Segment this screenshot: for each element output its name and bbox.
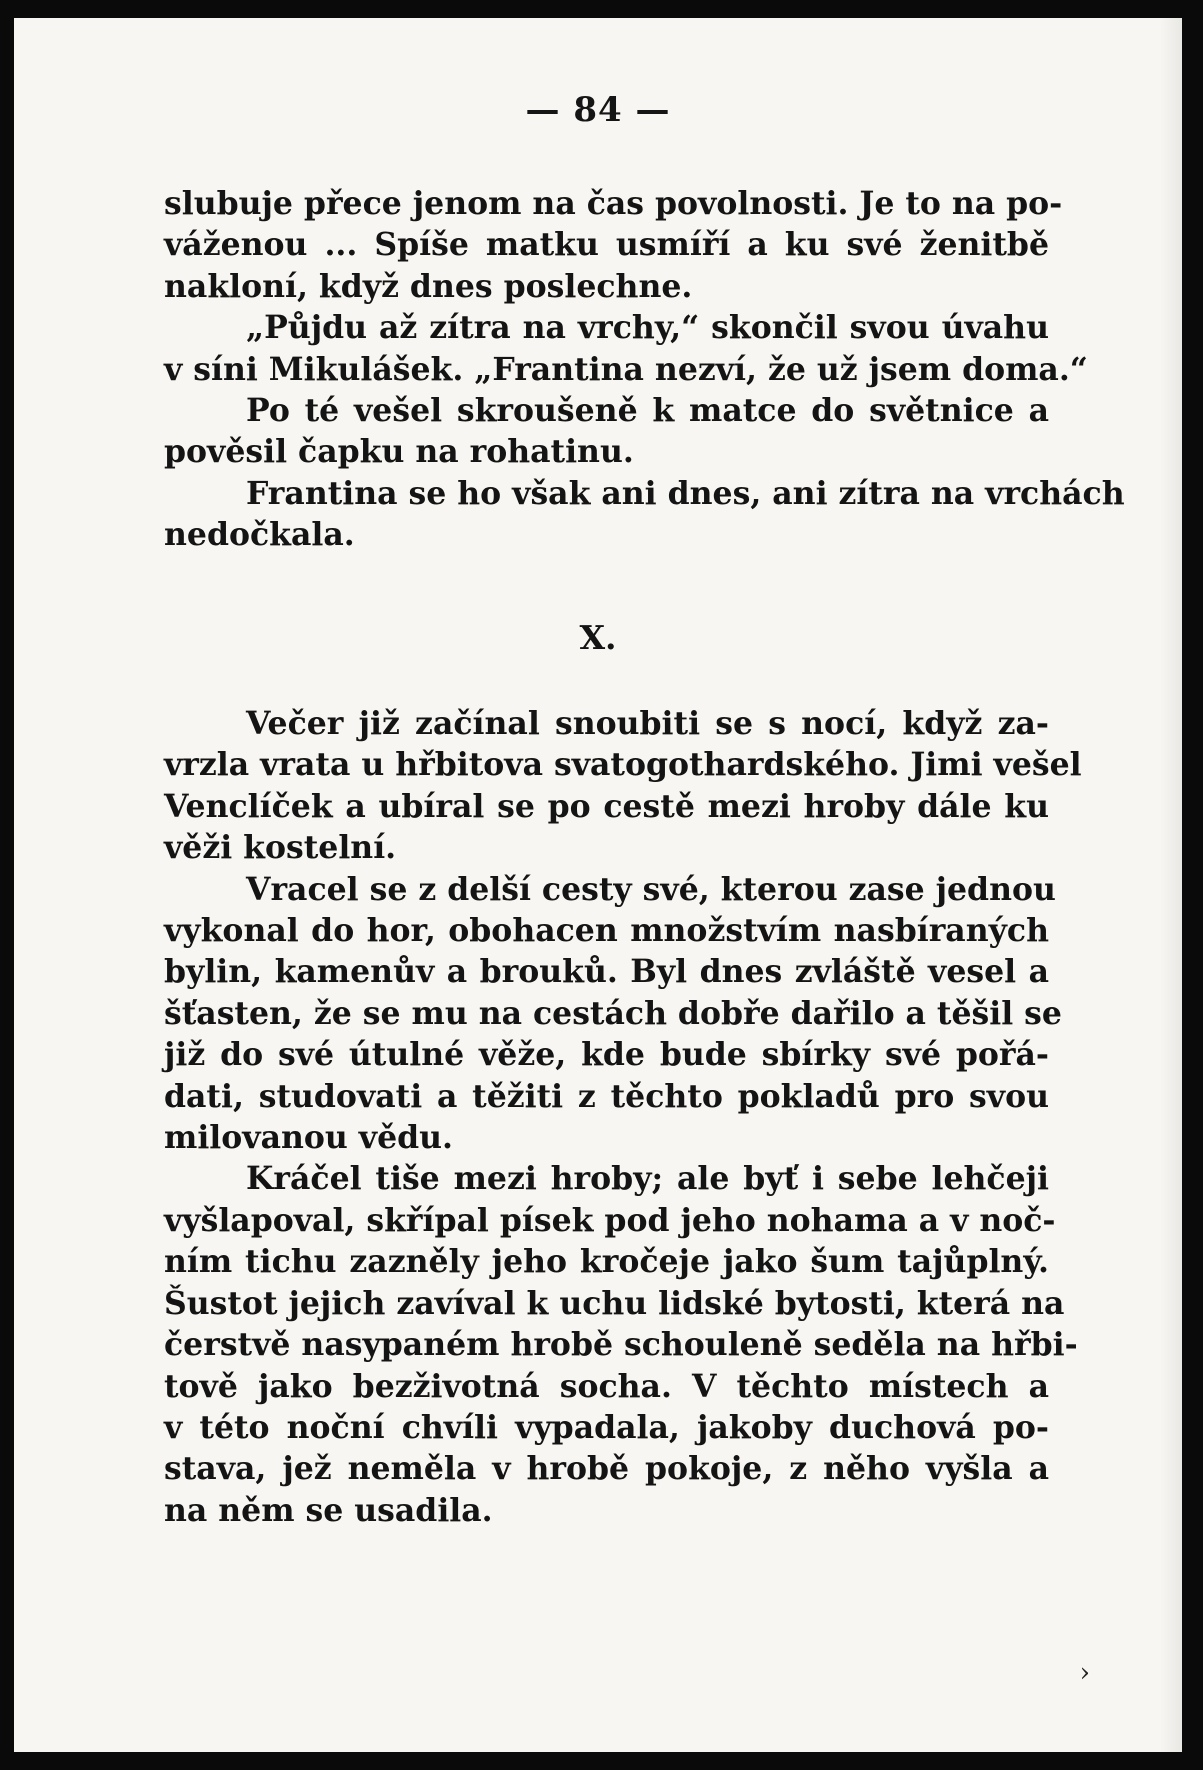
text-line: Po té vešel skroušeně k matce do světnice a	[246, 392, 1049, 430]
page-edge	[1160, 18, 1182, 1752]
text-line: v této noční chvíli vypadala, jakoby duchová po-	[164, 1408, 1049, 1446]
text-line: „Půjdu až zítra na vrchy,“ skončil svou úvahu	[246, 309, 1049, 347]
text-line: milovanou vědu.	[164, 1119, 454, 1157]
text-block-top	[164, 183, 1125, 556]
text-line: vyšlapoval, skřípal písek pod jeho nohama a v noč-	[164, 1201, 1056, 1239]
text-line: vrzla vrata u hřbitova svatogothardského. Jimi vešel	[164, 746, 1082, 784]
text-line: bylin, kamenův a brouků. Byl dnes zvláště vesel a	[164, 953, 1049, 991]
text-line: pověsil čapku na rohatinu.	[164, 433, 634, 471]
chapter-heading: X.	[579, 618, 617, 657]
text-line: Šustot jejich zavíval k uchu lidské bytosti, která na	[164, 1284, 1065, 1322]
text-line: Frantina se ho však ani dnes, ani zítra na vrchách	[246, 474, 1125, 512]
text-line: ním tichu zazněly jeho kročeje jako šum tajůplný.	[164, 1243, 1049, 1281]
page-number: — 84 —	[525, 90, 671, 130]
text-line: na něm se usadila.	[164, 1491, 493, 1529]
text-line: v síni Mikulášek. „Frantina nezví, že už jsem doma.“	[164, 350, 1088, 388]
text-line: nakloní, když dnes poslechne.	[164, 267, 693, 305]
text-line: slubuje přece jenom na čas povolnosti. Je to na po-	[164, 185, 1063, 222]
text-line: stava, jež neměla v hrobě pokoje, z něho vyšla a	[164, 1450, 1049, 1488]
text-line: Kráčel tiše mezi hroby; ale byť i sebe lehčeji	[246, 1160, 1049, 1198]
text-line: vykonal do hor, obohacen množstvím nasbíraných	[164, 912, 1049, 950]
text-line: čerstvě nasypaném hrobě schouleně seděla na hřbi-	[164, 1326, 1078, 1364]
text-line: věži kostelní.	[164, 829, 397, 867]
text-line: tově jako bezživotná socha. V těchto místech a	[164, 1367, 1049, 1405]
text-line: již do své útulné věže, kde bude sbírky své pořá-	[164, 1036, 1049, 1074]
corner-mark: ›	[1079, 1658, 1090, 1688]
text-line: nedočkala.	[164, 516, 355, 554]
text-line: dati, studovati a těžiti z těchto pokladů pro svou	[164, 1077, 1049, 1115]
text-line: Vracel se z delší cesty své, kterou zase jednou	[246, 870, 1056, 908]
book-page	[14, 18, 1182, 1752]
text-line: šťasten, že se mu na cestách dobře dařilo a těšil se	[164, 994, 1062, 1032]
text-line: Venclíček a ubíral se po cestě mezi hroby dále ku	[164, 787, 1049, 825]
text-line: váženou ... Spíše matku usmíří a ku své ženitbě	[164, 226, 1049, 264]
text-block-chapter	[164, 703, 1082, 1531]
text-line: Večer již začínal snoubiti se s nocí, když za-	[246, 705, 1049, 742]
